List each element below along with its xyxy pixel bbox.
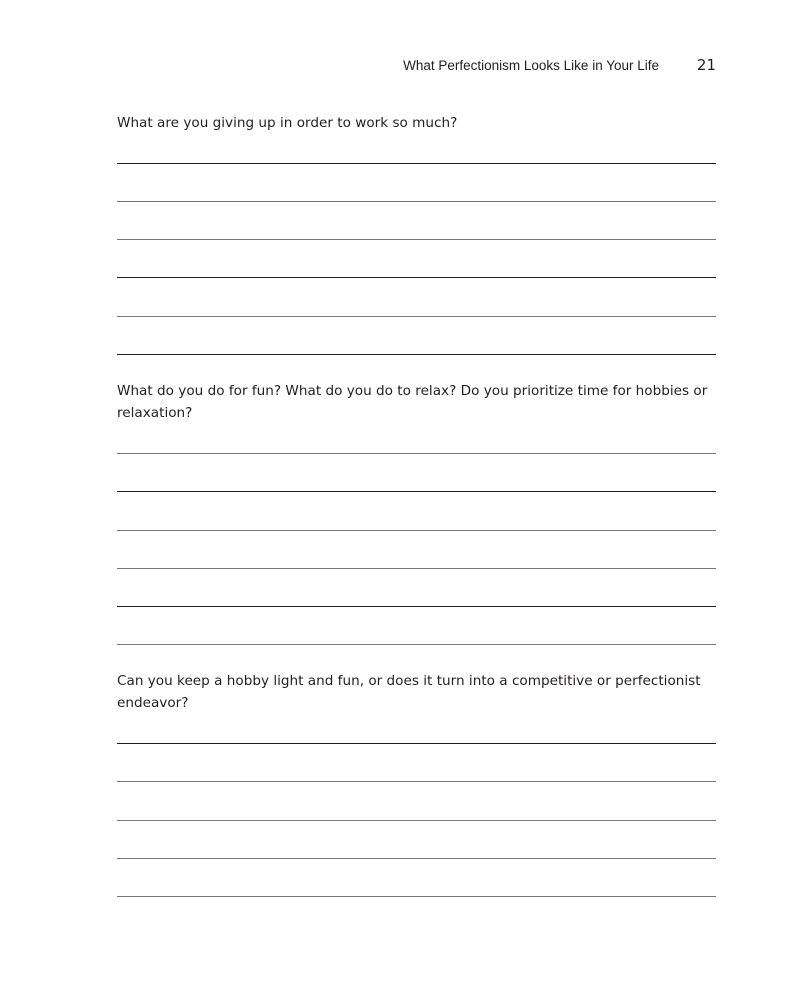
answer-line[interactable] — [117, 530, 716, 531]
chapter-title: What Perfectionism Looks Like in Your Life — [403, 58, 659, 73]
answer-line[interactable] — [117, 858, 716, 859]
answer-line[interactable] — [117, 201, 716, 202]
answer-line[interactable] — [117, 316, 716, 317]
answer-line[interactable] — [117, 896, 716, 897]
answer-line[interactable] — [117, 453, 716, 454]
question-2: What do you do for fun? What do you do to relax? Do you prioritize time for hobbies or relaxation? — [117, 383, 708, 421]
answer-line[interactable] — [117, 354, 716, 355]
answer-line[interactable] — [117, 163, 716, 164]
question-1: What are you giving up in order to work so much? — [117, 115, 458, 131]
answer-line[interactable] — [117, 239, 716, 240]
page-number: 21 — [696, 56, 716, 74]
answer-line[interactable] — [117, 644, 716, 645]
answer-line[interactable] — [117, 491, 716, 492]
answer-line[interactable] — [117, 820, 716, 821]
answer-line[interactable] — [117, 568, 716, 569]
running-header — [117, 56, 716, 78]
answer-line[interactable] — [117, 781, 716, 782]
answer-line[interactable] — [117, 277, 716, 278]
answer-line[interactable] — [117, 606, 716, 607]
question-3: Can you keep a hobby light and fun, or does it turn into a competitive or perfectionist endeavor? — [117, 673, 701, 711]
answer-line[interactable] — [117, 743, 716, 744]
